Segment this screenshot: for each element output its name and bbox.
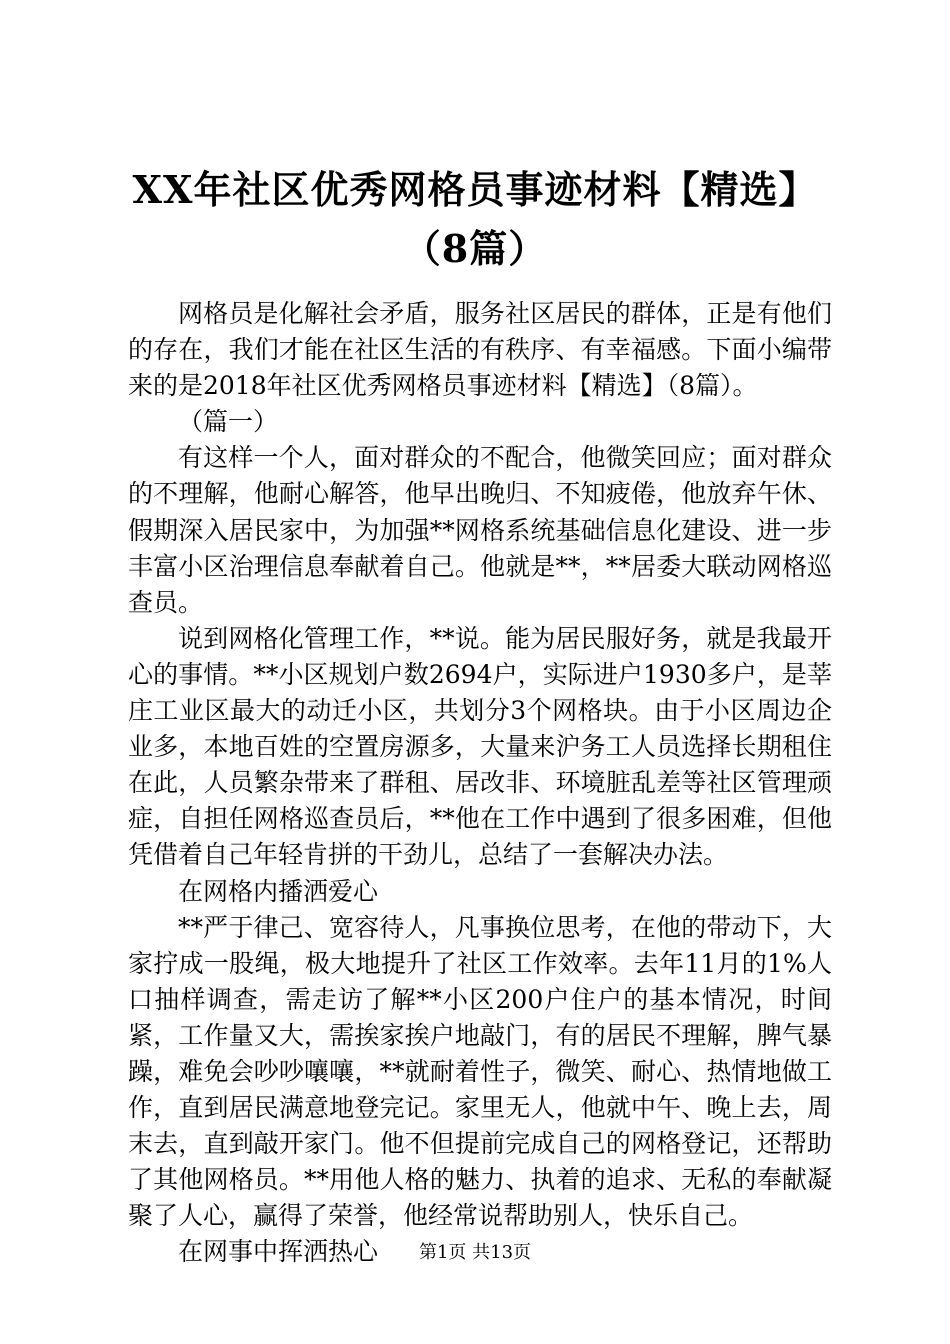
- page-footer: 第1页 共13页: [418, 1242, 532, 1263]
- document-body: [128, 296, 832, 1271]
- body-paragraph: 有这样一个人，面对群众的不配合，他微笑回应；面对群众的不理解，他耐心解答，他早出晚归、不知疲倦，他放弃午休、假期深入居民家中，为加强**网格系统基础信息化建设、进一步丰富小区治理信息奉献着自己。他就是**，**居委大联动网格巡查员。: [128, 443, 832, 617]
- subheading: 在网格内播洒爱心: [178, 876, 379, 906]
- subheading: 在网事中挥洒热心: [178, 1237, 379, 1267]
- section-heading-1: （篇一）: [178, 407, 279, 437]
- intro-paragraph: 网格员是化解社会矛盾，服务社区居民的群体，正是有他们的存在，我们才能在社区生活的有秩序、有幸福感。下面小编带来的是2018年社区优秀网格员事迹材料【精选】（8篇）。: [128, 299, 832, 401]
- body-paragraph: 说到网格化管理工作，**说。能为居民服好务，就是我最开心的事情。**小区规划户数2694户，实际进户1930多户，是莘庄工业区最大的动迁小区，共划分3个网格块。由于小区周边企业多，本地百姓的空置房源多，大量来沪务工人员选择长期租住在此，人员繁杂带来了群租、居改非、环境脏乱差等社区管理顽症，自担任网格巡查员后，**他在工作中遇到了很多困难，但他凭借着自己年轻肯拼的干劲儿，总结了一套解决办法。: [128, 623, 832, 870]
- document-title: XX年社区优秀网格员事迹材料【精选】（8篇）: [132, 167, 818, 271]
- body-paragraph: **严于律己、宽容待人，凡事换位思考，在他的带动下，大家拧成一股绳，极大地提升了社区工作效率。去年11月的1%人口抽样调查，需走访了解**小区200户住户的基本情况，时间紧，工作量又大，需挨家挨户地敲门，有的居民不理解，脾气暴躁，难免会吵吵嚷嚷，**就耐着性子，微笑、耐心、热情地做工作，直到居民满意地登完记。家里无人，他就中午、晚上去，周末去，直到敲开家门。他不但提前完成自己的网格登记，还帮助了其他网格员。**用他人格的魅力、执着的追求、无私的奉献凝聚了人心，赢得了荣誉，他经常说帮助别人，快乐自己。: [128, 912, 832, 1231]
